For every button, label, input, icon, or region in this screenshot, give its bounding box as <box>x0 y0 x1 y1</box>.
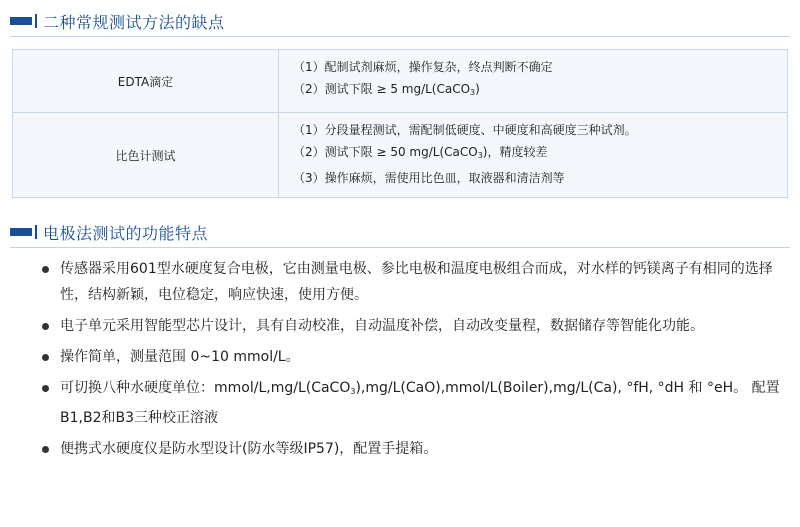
drawback-line: （1）配制试剂麻烦，操作复杂，终点判断不确定 <box>293 60 553 74</box>
methods-table <box>12 49 788 198</box>
bullet-icon <box>42 354 49 361</box>
drawback-line: （1）分段量程测试，需配制低硬度、中硬度和高硬度三种试剂。 <box>293 123 637 137</box>
method-drawbacks <box>279 50 788 113</box>
drawback-line: （2）测试下限 ≥ 50 mg/L(CaCO$_3$)，精度较差 <box>293 145 548 160</box>
bullet-icon <box>42 266 49 273</box>
method-name: 比色计测试 <box>13 113 279 198</box>
method-drawbacks <box>279 113 788 198</box>
list-item: 可切换八种水硬度单位：mmol/L,mg/L(CaCO$_3$),mg/L(CaO),mmol/L(Boiler),mg/L(Ca), °fH, °dH 和 °eH。 配置B1,B2和B3三种校正溶液 <box>38 375 786 431</box>
drawback-line: （2）测试下限 ≥ 5 mg/L(CaCO$_3$) <box>293 82 480 97</box>
bullet-icon <box>42 385 49 392</box>
list-item: 操作简单，测量范围 0~10 mmol/L。 <box>38 344 786 370</box>
list-item: 电子单元采用智能型芯片设计，具有自动校准，自动温度补偿，自动改变量程，数据储存等智能化功能。 <box>38 313 786 339</box>
bullet-icon <box>42 323 49 330</box>
section-divider <box>10 247 790 248</box>
section-marker-icon <box>10 14 37 28</box>
section-title: 二种常规测试方法的缺点 <box>43 12 225 32</box>
table-row <box>13 50 788 113</box>
section-header-features <box>10 219 208 245</box>
section-title: 电极法测试的功能特点 <box>43 223 209 243</box>
section-divider <box>10 36 790 37</box>
bullet-icon <box>42 446 49 453</box>
section-header-drawbacks <box>10 8 225 34</box>
method-name: EDTA滴定 <box>13 50 279 113</box>
list-item: 传感器采用601型水硬度复合电极，它由测量电极、参比电极和温度电极组合而成，对水样的钙镁离子有相同的选择性，结构新颖，电位稳定，响应快速，使用方便。 <box>38 256 786 308</box>
section-marker-icon <box>10 225 37 239</box>
list-item: 便携式水硬度仪是防水型设计(防水等级IP57)，配置手提箱。 <box>38 436 786 462</box>
table-row <box>13 113 788 198</box>
feature-list <box>38 256 786 467</box>
drawback-line: （3）操作麻烦，需使用比色皿，取液器和清洁剂等 <box>293 171 565 185</box>
